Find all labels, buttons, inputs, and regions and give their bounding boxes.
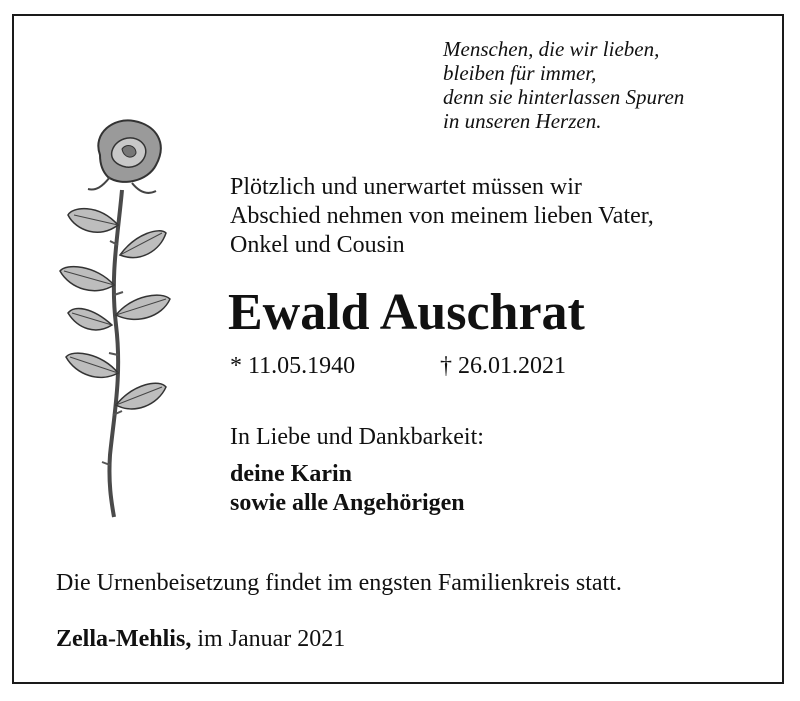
intro-line: Plötzlich und unerwartet müssen wir <box>230 174 582 200</box>
location-line <box>56 624 345 654</box>
location-date: im Januar 2021 <box>197 626 346 652</box>
signer-line: sowie alle Angehörigen <box>230 490 465 516</box>
death-date: † 26.01.2021 <box>440 353 566 379</box>
poem-line: in unseren Herzen. <box>443 109 602 133</box>
signers <box>230 460 465 518</box>
poem-line: bleiben für immer, <box>443 61 597 85</box>
intro-text <box>230 173 654 260</box>
deceased-name: Ewald Auschrat <box>228 284 585 341</box>
poem <box>443 37 684 133</box>
rose-icon <box>52 115 182 525</box>
location-place: Zella-Mehlis, <box>56 626 192 652</box>
intro-line: Abschied nehmen von meinem lieben Vater, <box>230 203 654 229</box>
intro-line: Onkel und Cousin <box>230 232 405 258</box>
poem-line: Menschen, die wir lieben, <box>443 37 660 61</box>
birth-date: * 11.05.1940 <box>230 353 356 379</box>
burial-notice: Die Urnenbeisetzung findet im engsten Familienkreis statt. <box>56 570 622 596</box>
poem-line: denn sie hinterlassen Spuren <box>443 85 685 109</box>
signer-line: deine Karin <box>230 461 353 487</box>
gratitude-line: In Liebe und Dankbarkeit: <box>230 424 484 450</box>
